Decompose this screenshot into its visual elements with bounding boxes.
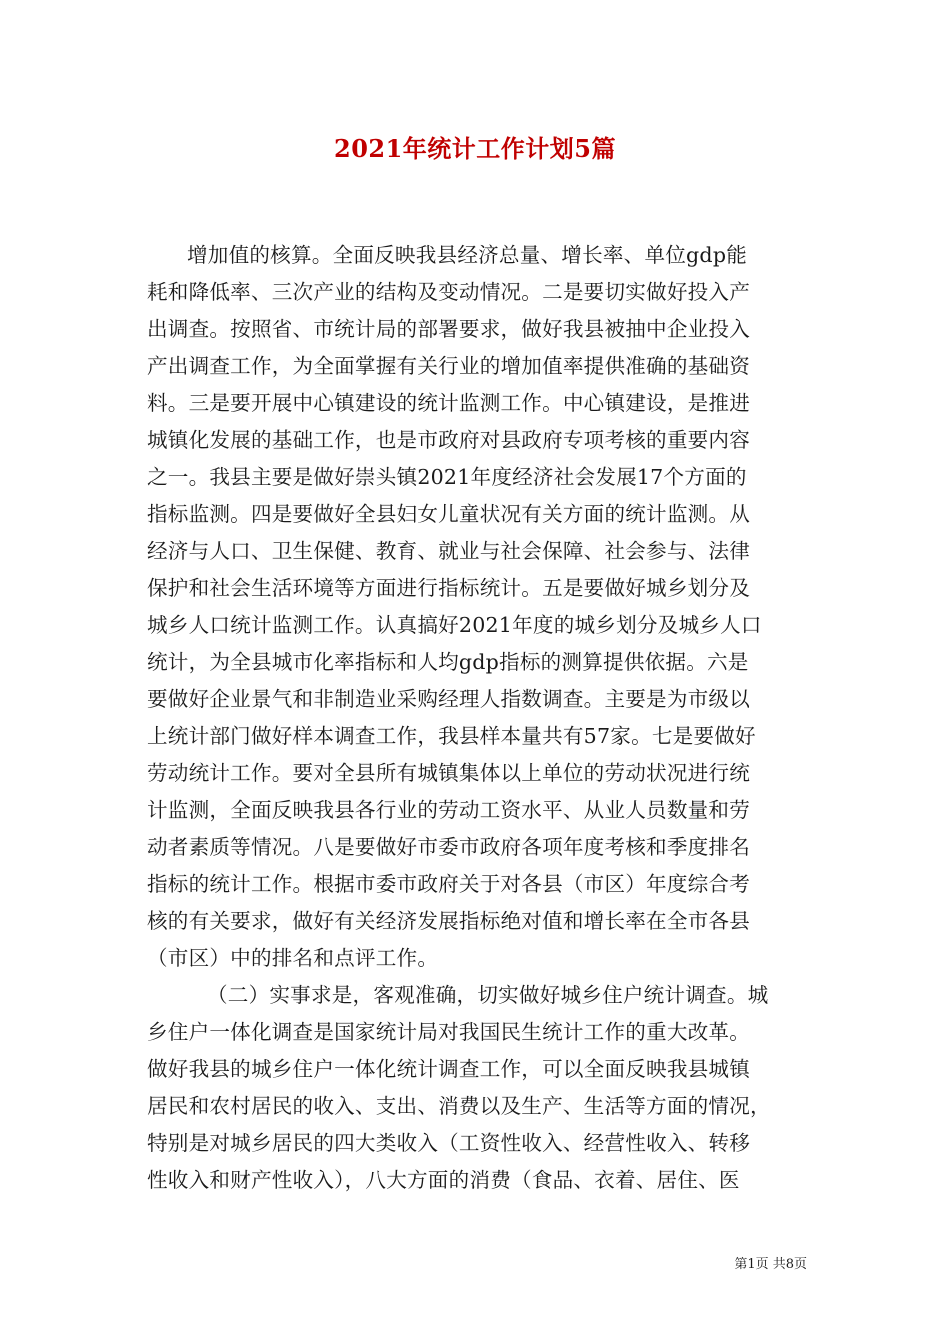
text-line: 居民和农村居民的收入、支出、消费以及生产、生活等方面的情况， — [147, 1094, 771, 1118]
text-line: 性收入和财产性收入），八大方面的消费（食品、衣着、居住、医 — [147, 1168, 740, 1192]
text-line: （二）实事求是，客观准确，切实做好城乡住户统计调查。城 — [207, 983, 769, 1007]
text-line: 劳动统计工作。要对全县所有城镇集体以上单位的劳动状况进行统 — [147, 761, 751, 785]
text-line: （市区）中的排名和点评工作。 — [147, 946, 439, 970]
text-line: 城乡人口统计监测工作。认真搞好2021年度的城乡划分及城乡人口 — [147, 613, 762, 637]
text-line: 乡住户一体化调查是国家统计局对我国民生统计工作的重大改革。 — [147, 1020, 751, 1044]
document-title: 2021年统计工作计划5篇 — [334, 134, 616, 163]
text-line: 耗和降低率、三次产业的结构及变动情况。二是要切实做好投入产 — [147, 280, 751, 304]
text-line: 上统计部门做好样本调查工作，我县样本量共有57家。七是要做好 — [147, 724, 756, 748]
text-line: 经济与人口、卫生保健、教育、就业与社会保障、社会参与、法律 — [147, 539, 751, 563]
text-line: 产出调查工作，为全面掌握有关行业的增加值率提供准确的基础资 — [147, 354, 751, 378]
text-line: 特别是对城乡居民的四大类收入（工资性收入、经营性收入、转移 — [147, 1131, 751, 1155]
text-line: 动者素质等情况。八是要做好市委市政府各项年度考核和季度排名 — [147, 835, 751, 859]
text-line: 指标监测。四是要做好全县妇女儿童状况有关方面的统计监测。从 — [147, 502, 751, 526]
text-line: 增加值的核算。全面反映我县经济总量、增长率、单位gdp能 — [187, 243, 747, 267]
text-line: 做好我县的城乡住户一体化统计调查工作，可以全面反映我县城镇 — [147, 1057, 751, 1081]
text-line: 料。三是要开展中心镇建设的统计监测工作。中心镇建设，是推进 — [147, 391, 751, 415]
text-line: 之一。我县主要是做好崇头镇2021年度经济社会发展17个方面的 — [147, 465, 747, 489]
text-line: 城镇化发展的基础工作，也是市政府对县政府专项考核的重要内容 — [147, 428, 751, 452]
text-line: 计监测，全面反映我县各行业的劳动工资水平、从业人员数量和劳 — [147, 798, 751, 822]
text-line: 指标的统计工作。根据市委市政府关于对各县（市区）年度综合考 — [147, 872, 751, 896]
text-line: 核的有关要求，做好有关经济发展指标绝对值和增长率在全市各县 — [147, 909, 751, 933]
document-body — [147, 237, 819, 1199]
text-line: 出调查。按照省、市统计局的部署要求，做好我县被抽中企业投入 — [147, 317, 751, 341]
page-number: 第1页 共8页 — [734, 1257, 807, 1272]
text-line: 要做好企业景气和非制造业采购经理人指数调查。主要是为市级以 — [147, 687, 751, 711]
text-line: 保护和社会生活环境等方面进行指标统计。五是要做好城乡划分及 — [147, 576, 751, 600]
text-line: 统计，为全县城市化率指标和人均gdp指标的测算提供依据。六是 — [147, 650, 749, 674]
